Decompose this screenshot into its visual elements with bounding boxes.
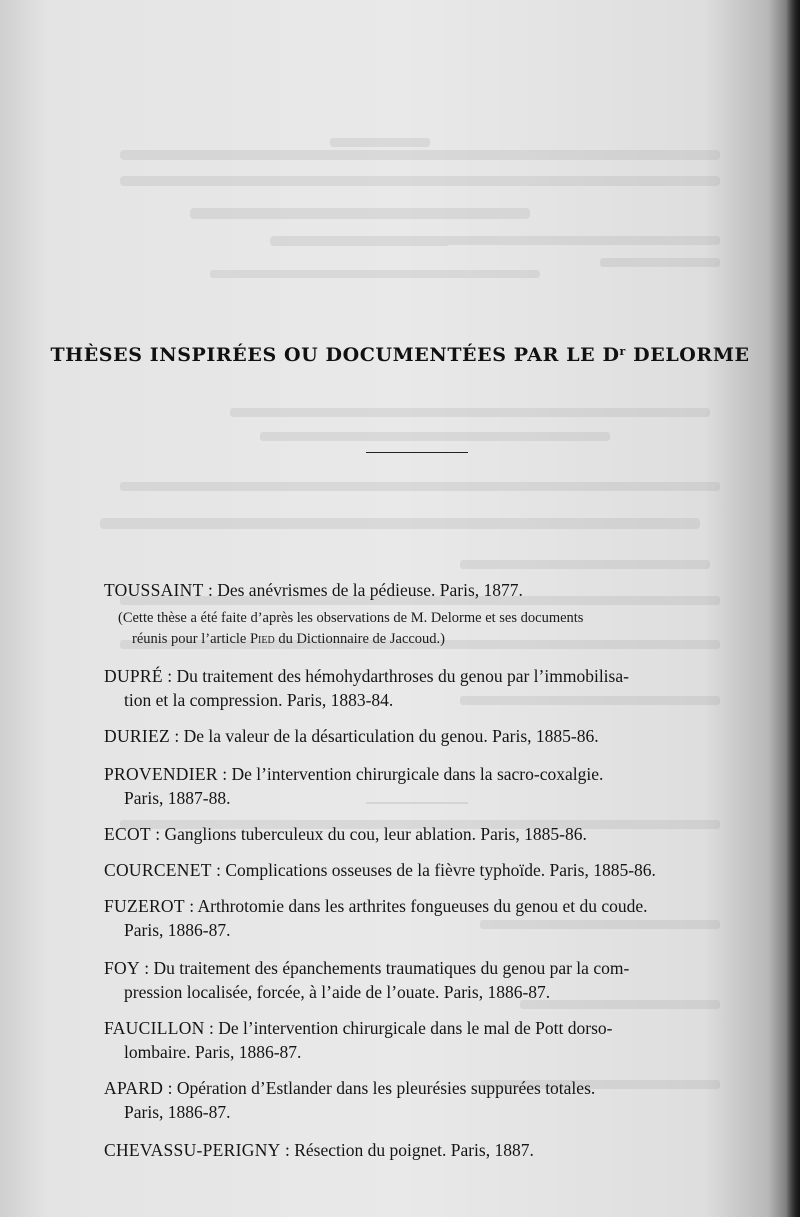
thesis-entry-courcenet (104, 858, 738, 882)
entry-note-text-b: du Dictionnaire de Jaccoud.) (274, 631, 446, 647)
entry-text: : Du traitement des épanchements traumatiques du genou par la com- (139, 958, 630, 978)
entry-note-pied: Pied (249, 631, 275, 647)
entry-note-text-a: réunis pour l’article (132, 631, 250, 647)
entry-text-continued: Paris, 1887-88. (124, 788, 231, 808)
thesis-entry-toussaint (104, 578, 738, 650)
thesis-entry-foy (104, 956, 738, 1004)
entry-text: : De la valeur de la désarticulation du genou. Paris, 1885-86. (169, 726, 599, 746)
thesis-entry-faucillon (104, 1016, 738, 1064)
entry-note (104, 608, 738, 650)
entry-author: PROVENDIER (104, 764, 218, 784)
entry-text-continued: tion et la compression. Paris, 1883-84. (124, 690, 394, 710)
thesis-entry-dupre (104, 664, 738, 712)
entry-text: : Des anévrismes de la pédieuse. Paris, 1877. (203, 580, 523, 600)
thesis-entry-apard (104, 1076, 738, 1124)
entry-note-line2 (118, 629, 738, 650)
heading-title: THÈSES INSPIRÉES OU DOCUMENTÉES PAR LE D (50, 344, 620, 366)
thesis-entry-ecot (104, 822, 738, 846)
entry-note-line1: (Cette thèse a été faite d’après les observations de M. Delorme et ses documents (118, 610, 584, 626)
entry-text-continued: lombaire. Paris, 1886-87. (124, 1042, 302, 1062)
heading-title-superscript: r (619, 345, 626, 358)
entry-text: : Ganglions tuberculeux du cou, leur ablation. Paris, 1885-86. (150, 824, 587, 844)
entry-author: FUZEROT (104, 896, 185, 916)
entry-author: DUPRÉ (104, 666, 163, 686)
entry-author: FOY (104, 958, 140, 978)
heading-title-end: DELORME (625, 344, 750, 366)
entry-author: CHEVASSU-PERIGNY (104, 1140, 281, 1160)
entry-author: TOUSSAINT (104, 580, 204, 600)
entry-author: APARD (104, 1078, 164, 1098)
thesis-entry-provendier (104, 762, 738, 810)
entry-author: FAUCILLON (104, 1018, 205, 1038)
entry-author: ECOT (104, 824, 151, 844)
entry-text: : Arthrotomie dans les arthrites fongueuses du genou et du coude. (184, 896, 648, 916)
entry-text: : Complications osseuses de la fièvre typhoïde. Paris, 1885-86. (211, 860, 656, 880)
thesis-entry-chevassu-perigny (104, 1138, 738, 1162)
entry-text: : Du traitement des hémohydarthroses du genou par l’immobilisa- (162, 666, 629, 686)
entry-text-continued: Paris, 1886-87. (124, 920, 231, 940)
entry-text-continued: pression localisée, forcée, à l’aide de l’ouate. Paris, 1886-87. (124, 982, 551, 1002)
thesis-entry-fuzerot (104, 894, 738, 942)
entry-text: : De l’intervention chirurgicale dans le mal de Pott dorso- (204, 1018, 613, 1038)
entry-author: DURIEZ (104, 726, 170, 746)
entry-text: : Opération d’Estlander dans les pleurésies suppurées totales. (163, 1078, 596, 1098)
thesis-entry-duriez (104, 724, 738, 748)
entry-text: : Résection du poignet. Paris, 1887. (280, 1140, 534, 1160)
entry-text: : De l’intervention chirurgicale dans la sacro-coxalgie. (217, 764, 604, 784)
entry-author: COURCENET (104, 860, 212, 880)
entry-text-continued: Paris, 1886-87. (124, 1102, 231, 1122)
